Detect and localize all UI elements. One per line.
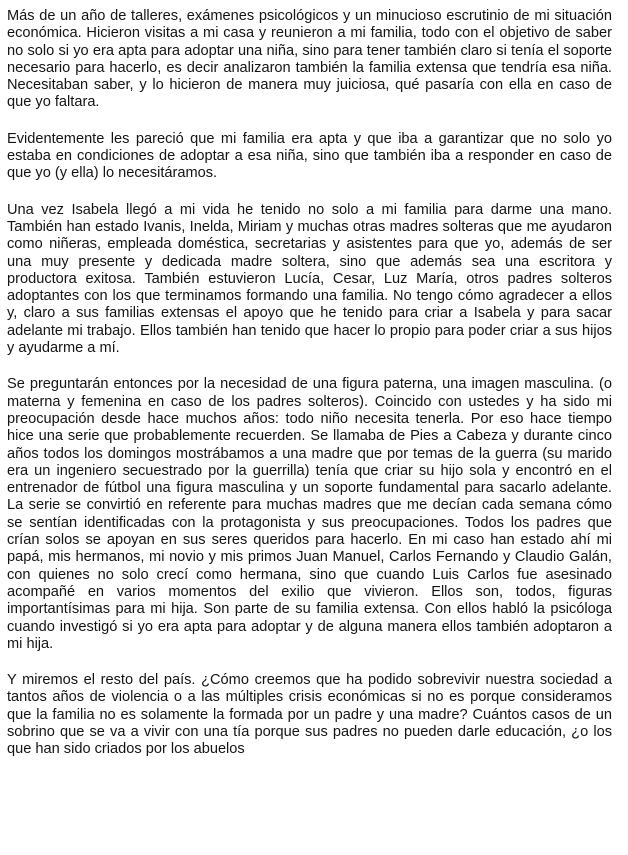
paragraph-3: Una vez Isabela llegó a mi vida he tenido no solo a mi familia para darme una mano. También han estado Ivanis, Inelda, Miriam y muchas otras madres solteras que me ayudaron como niñeras, empleada doméstica, secretarias y asistentes para que yo, además de ser una muy presente y dedicada madre soltera, sino que además sea una escritora y productora exitosa. También estuvieron Lucía, Cesar, Luz María, otros padres solteros adoptantes con los que terminamos formando una familia. No tengo cómo agradecer a ellos y, claro a sus familias extensas el apoyo que he tenido para criar a Isabela y para sacar adelante mi trabajo. Ellos también han tenido que hacer lo propio para poder criar a sus hijos y ayudarme a mí.	[7, 201, 612, 357]
paragraph-4: Se preguntarán entonces por la necesidad de una figura paterna, una imagen masculina. (o materna y femenina en caso de los padres solteros). Coincido con ustedes y ha sido mi preocupación desde hace muchos años: todo niño necesita tenerla. Por eso hace tiempo hice una serie que probablemente recuerden. Se llamaba de Pies a Cabeza y durante cinco años todos los domingos mostrábamos a una madre que por temas de la guerra (su marido era un ingeniero secuestrado por la guerrilla) tenía que criar su hijo sola y encontró en el entrenador de fútbol una figura masculina y un soporte fundamental para sacarlo adelante. La serie se convirtió en referente para muchas madres que me decían cada semana cómo se sentían identificadas con la protagonista y sus preocupaciones. Todos los padres que crían solos se apoyan en sus seres queridos para hacerlo. En mi caso han estado ahí mi papá, mis hermanos, mi novio y mis primos Juan Manuel, Carlos Fernando y Claudio Galán, con quienes no solo crecí como hermana, sino que cuando Luis Carlos fue asesinado acompañé en varios momentos del exilio que vivieron. Ellos son, todos, figuras importantísimas para mi hija. Son parte de su familia extensa. Con ellos habló la psicóloga cuando investigó si yo era apta para adoptar y de alguna manera ellos también adoptaron a mi hija.	[7, 376, 612, 652]
paragraph-5: Y miremos el resto del país. ¿Cómo creemos que ha podido sobrevivir nuestra sociedad a tantos años de violencia o a las múltiples crisis económicas si no es porque consideramos que la familia no es solamente la formada por un padre y una madre? Cuántos casos de un sobrino que se va a vivir con una tía porque sus padres no pueden darle educación, ¿o los que han sido criados por los abuelos	[7, 672, 612, 758]
paragraph-1: Más de un año de talleres, exámenes psicológicos y un minucioso escrutinio de mi situación económica. Hicieron visitas a mi casa y reunieron a mi familia, todo con el objetivo de saber no solo si yo era apta para adoptar una niña, sino para tener también claro si tenía el soporte necesario para hacerlo, es decir analizaron también la familia extensa que tendría esa niña. Necesitaban saber, y lo hicieron de manera muy juiciosa, qué pasaría con ella en caso de que yo faltara.	[7, 8, 612, 111]
paragraph-2: Evidentemente les pareció que mi familia era apta y que iba a garantizar que no solo yo estaba en condiciones de adoptar a esa niña, sino que también iba a responder en caso de que yo (y ella) lo necesitáramos.	[7, 130, 612, 182]
